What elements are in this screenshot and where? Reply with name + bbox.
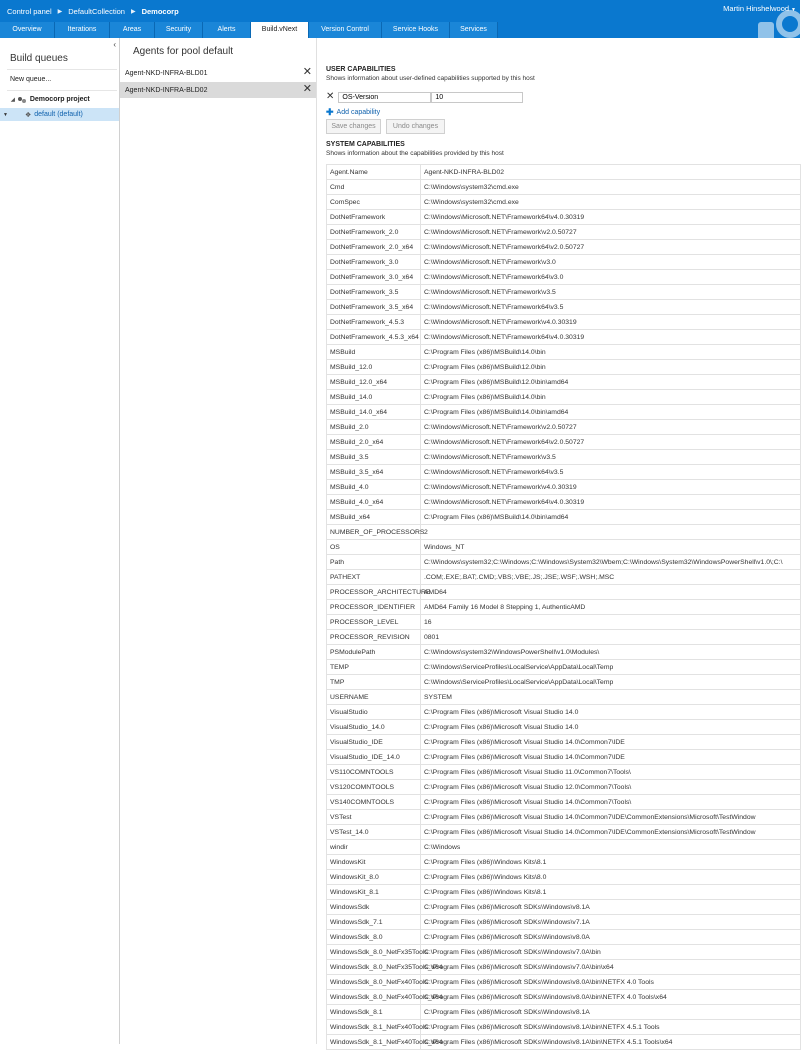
capability-name: USERNAME — [327, 690, 421, 705]
capability-name: PSModulePath — [327, 645, 421, 660]
capability-name: DotNetFramework_2.0_x64 — [327, 240, 421, 255]
capabilities-panel — [318, 38, 800, 1044]
agents-panel — [120, 38, 317, 1044]
capability-name: MSBuild_x64 — [327, 510, 421, 525]
capability-row — [327, 285, 801, 300]
capability-value: Windows_NT — [421, 540, 801, 555]
visual-studio-logo-ring-icon — [776, 10, 804, 38]
capability-row — [327, 870, 801, 885]
divider — [7, 69, 117, 70]
capability-row — [327, 795, 801, 810]
capability-name: WindowsSdk_8.0_NetFx40Tools — [327, 975, 421, 990]
panel-title: Build queues — [10, 53, 68, 64]
capability-name: PROCESSOR_IDENTIFIER — [327, 600, 421, 615]
capability-value: 2 — [421, 525, 801, 540]
capability-row — [327, 585, 801, 600]
capability-row — [327, 225, 801, 240]
capability-value: C:\Windows\Microsoft.NET\Framework\v3.5 — [421, 285, 801, 300]
capability-value: C:\Program Files (x86)\Microsoft Visual Studio 12.0\Common7\Tools\ — [421, 780, 801, 795]
breadcrumb-control-panel[interactable]: Control panel — [7, 6, 52, 16]
capability-row — [327, 555, 801, 570]
capability-name: VisualStudio_14.0 — [327, 720, 421, 735]
capability-name: MSBuild_2.0 — [327, 420, 421, 435]
capability-value: C:\Program Files (x86)\Microsoft SDKs\Windows\v8.1A\bin\NETFX 4.5.1 Tools — [421, 1020, 801, 1035]
capability-name: VisualStudio — [327, 705, 421, 720]
breadcrumb-separator-icon: ▶ — [130, 8, 136, 15]
visual-studio-logo-icon — [758, 22, 774, 38]
capability-value: C:\Windows\Microsoft.NET\Framework64\v4.0.30319 — [421, 495, 801, 510]
tab-version-control[interactable]: Version Control — [309, 22, 382, 38]
capability-row — [327, 465, 801, 480]
capability-value: C:\Windows\Microsoft.NET\Framework64\v3.5 — [421, 465, 801, 480]
capability-row — [327, 840, 801, 855]
capability-name: DotNetFramework_4.5.3_x64 — [327, 330, 421, 345]
capability-row — [327, 810, 801, 825]
capability-name: DotNetFramework_3.0_x64 — [327, 270, 421, 285]
capability-name: OS — [327, 540, 421, 555]
plus-icon: ✚ — [326, 107, 334, 117]
capability-row — [327, 600, 801, 615]
capability-row — [327, 735, 801, 750]
capability-row — [327, 345, 801, 360]
capability-row — [327, 630, 801, 645]
tab-security[interactable]: Security — [155, 22, 203, 38]
capability-row — [327, 1035, 801, 1050]
tab-services[interactable]: Services — [450, 22, 498, 38]
capability-name: MSBuild_3.5 — [327, 450, 421, 465]
capability-row — [327, 1005, 801, 1020]
queue-icon: ❖ — [24, 111, 32, 119]
capability-row — [327, 615, 801, 630]
capability-value: C:\Windows\system32;C:\Windows;C:\Windows\System32\Wbem;C:\Windows\System32\WindowsPowerShell\v1.0\;C:\ — [421, 555, 801, 570]
capability-name: MSBuild_4.0 — [327, 480, 421, 495]
capability-value: 16 — [421, 615, 801, 630]
capability-name-input[interactable] — [338, 92, 431, 103]
capability-row — [327, 420, 801, 435]
collapse-panel-icon[interactable]: ‹ — [113, 40, 116, 49]
capability-value: C:\Program Files (x86)\Microsoft SDKs\Windows\v8.1A\bin\NETFX 4.5.1 Tools\x64 — [421, 1035, 801, 1050]
capability-value: C:\Program Files (x86)\Microsoft SDKs\Windows\v8.0A — [421, 930, 801, 945]
capability-value: C:\Program Files (x86)\Microsoft Visual Studio 14.0 — [421, 720, 801, 735]
capability-value: C:\Program Files (x86)\Microsoft Visual Studio 14.0 — [421, 705, 801, 720]
capability-name: WindowsSdk_8.0 — [327, 930, 421, 945]
delete-agent-icon[interactable]: ✕ — [302, 66, 312, 78]
capability-row — [327, 210, 801, 225]
capability-value: C:\Windows\Microsoft.NET\Framework\v3.0 — [421, 255, 801, 270]
capability-name: PATHEXT — [327, 570, 421, 585]
capability-name: WindowsKit_8.0 — [327, 870, 421, 885]
capability-row — [327, 705, 801, 720]
tab-service-hooks[interactable]: Service Hooks — [382, 22, 450, 38]
capability-value: C:\Windows\Microsoft.NET\Framework\v4.0.30319 — [421, 480, 801, 495]
capability-row — [327, 675, 801, 690]
capability-value: C:\Program Files (x86)\MSBuild\14.0\bin — [421, 345, 801, 360]
capability-row — [327, 540, 801, 555]
capability-name: MSBuild_2.0_x64 — [327, 435, 421, 450]
capability-value: C:\Windows\Microsoft.NET\Framework64\v2.0.50727 — [421, 240, 801, 255]
capability-row — [327, 240, 801, 255]
capability-name: VisualStudio_IDE — [327, 735, 421, 750]
capability-row — [327, 765, 801, 780]
capability-name: VS120COMNTOOLS — [327, 780, 421, 795]
capability-value: AMD64 — [421, 585, 801, 600]
capability-value: C:\Program Files (x86)\Microsoft SDKs\Windows\v7.0A\bin — [421, 945, 801, 960]
tab-overview[interactable]: Overview — [0, 22, 55, 38]
capability-value: Agent-NKD-INFRA-BLD02 — [421, 165, 801, 180]
user-capabilities-description: Shows information about user-defined capabilities supported by this host — [326, 75, 535, 82]
capability-value: C:\Windows\Microsoft.NET\Framework64\v3.5 — [421, 300, 801, 315]
capability-name: PROCESSOR_ARCHITECTURE — [327, 585, 421, 600]
capability-row — [327, 480, 801, 495]
capability-value: C:\Program Files (x86)\MSBuild\14.0\bin — [421, 390, 801, 405]
save-changes-button[interactable]: Save changes — [326, 119, 381, 134]
capability-name: WindowsSdk_7.1 — [327, 915, 421, 930]
new-queue-button[interactable]: New queue... — [10, 76, 52, 83]
capability-row — [327, 450, 801, 465]
agent-name: Agent-NKD-INFRA-BLD01 — [125, 69, 208, 77]
tab-alerts[interactable]: Alerts — [203, 22, 251, 38]
capability-row — [327, 945, 801, 960]
capability-name: ComSpec — [327, 195, 421, 210]
breadcrumb-project[interactable]: Democorp — [141, 6, 179, 16]
divider — [7, 90, 117, 91]
undo-changes-button[interactable]: Undo changes — [386, 119, 445, 134]
agent-row[interactable] — [120, 65, 317, 81]
tab-build-vnext[interactable]: Build.vNext — [251, 22, 309, 38]
capability-name: WindowsSdk_8.0_NetFx40Tools_x64 — [327, 990, 421, 1005]
capability-name: DotNetFramework — [327, 210, 421, 225]
capability-row — [327, 405, 801, 420]
user-capability-row — [326, 91, 523, 103]
capability-name: MSBuild_12.0_x64 — [327, 375, 421, 390]
queue-label: default (default) — [34, 111, 83, 118]
admin-tabs — [0, 22, 498, 38]
capability-value: C:\Windows\Microsoft.NET\Framework64\v4.0.30319 — [421, 330, 801, 345]
user-name: Martin Hinshelwood — [723, 4, 790, 13]
capability-name: WindowsKit — [327, 855, 421, 870]
capability-row — [327, 525, 801, 540]
capability-value: C:\Program Files (x86)\Windows Kits\8.1 — [421, 885, 801, 900]
capability-row — [327, 165, 801, 180]
capability-value: C:\Windows\system32\cmd.exe — [421, 180, 801, 195]
delete-agent-icon[interactable]: ✕ — [302, 83, 312, 95]
capability-name: WindowsKit_8.1 — [327, 885, 421, 900]
capability-row — [327, 690, 801, 705]
tab-areas[interactable]: Areas — [110, 22, 155, 38]
capability-name: DotNetFramework_3.0 — [327, 255, 421, 270]
capability-row — [327, 720, 801, 735]
capability-value: C:\Windows\Microsoft.NET\Framework64\v4.0.30319 — [421, 210, 801, 225]
capability-row — [327, 780, 801, 795]
capability-name: Cmd — [327, 180, 421, 195]
tree-item-default-queue[interactable] — [0, 108, 119, 121]
capability-row — [327, 330, 801, 345]
tab-iterations[interactable]: Iterations — [55, 22, 110, 38]
capability-row — [327, 825, 801, 840]
capability-name: WindowsSdk_8.0_NetFx35Tools — [327, 945, 421, 960]
capability-name: DotNetFramework_2.0 — [327, 225, 421, 240]
remove-capability-icon[interactable]: ✕ — [326, 91, 335, 102]
capability-value: C:\Windows\system32\cmd.exe — [421, 195, 801, 210]
expand-triangle-icon[interactable]: ▼ — [3, 111, 8, 118]
capability-value: AMD64 Family 16 Model 8 Stepping 1, AuthenticAMD — [421, 600, 801, 615]
add-capability-label: Add capability — [336, 109, 381, 116]
capability-value: C:\Windows\Microsoft.NET\Framework\v3.5 — [421, 450, 801, 465]
capability-row — [327, 570, 801, 585]
panel-divider — [316, 38, 317, 1044]
agent-row-selected[interactable] — [120, 82, 317, 98]
capability-name: MSBuild_12.0 — [327, 360, 421, 375]
capability-value: 0801 — [421, 630, 801, 645]
capability-row — [327, 315, 801, 330]
capability-name: windir — [327, 840, 421, 855]
capability-value: C:\Windows\system32\WindowsPowerShell\v1.0\Modules\ — [421, 645, 801, 660]
capability-value: C:\Program Files (x86)\Microsoft Visual Studio 14.0\Common7\Tools\ — [421, 795, 801, 810]
capability-value: C:\Program Files (x86)\Microsoft Visual Studio 14.0\Common7\IDE — [421, 735, 801, 750]
capability-row — [327, 990, 801, 1005]
expand-triangle-icon[interactable]: ◢ — [11, 96, 15, 103]
breadcrumb — [7, 4, 179, 18]
capability-row — [327, 390, 801, 405]
capability-value: C:\Program Files (x86)\Microsoft SDKs\Windows\v7.1A — [421, 915, 801, 930]
capability-value: C:\Windows\Microsoft.NET\Framework64\v3.0 — [421, 270, 801, 285]
system-capabilities-description: Shows information about the capabilities provided by this host — [326, 150, 504, 157]
capability-name: WindowsSdk_8.1_NetFx40Tools — [327, 1020, 421, 1035]
capability-value: C:\Program Files (x86)\Microsoft Visual Studio 14.0\Common7\IDE — [421, 750, 801, 765]
capability-row — [327, 645, 801, 660]
capability-value: .COM;.EXE;.BAT;.CMD;.VBS;.VBE;.JS;.JSE;.WSF;.WSH;.MSC — [421, 570, 801, 585]
capability-value: C:\Windows\ServiceProfiles\LocalService\AppData\Local\Temp — [421, 660, 801, 675]
user-capabilities-title: USER CAPABILITIES — [326, 66, 396, 73]
top-header — [0, 0, 800, 38]
capability-value: C:\Windows\Microsoft.NET\Framework\v2.0.50727 — [421, 420, 801, 435]
capability-value: C:\Program Files (x86)\Microsoft Visual Studio 11.0\Common7\Tools\ — [421, 765, 801, 780]
capability-name: DotNetFramework_3.5_x64 — [327, 300, 421, 315]
build-queues-panel — [0, 38, 120, 1044]
capability-row — [327, 885, 801, 900]
capability-row — [327, 255, 801, 270]
capability-row — [327, 180, 801, 195]
capability-value: C:\Program Files (x86)\MSBuild\14.0\bin\amd64 — [421, 405, 801, 420]
capability-name: Agent.Name — [327, 165, 421, 180]
capability-value: C:\Program Files (x86)\MSBuild\14.0\bin\amd64 — [421, 510, 801, 525]
capability-name: MSBuild_14.0 — [327, 390, 421, 405]
capability-name: NUMBER_OF_PROCESSORS — [327, 525, 421, 540]
project-icon — [18, 96, 27, 103]
capability-value: C:\Program Files (x86)\MSBuild\12.0\bin\amd64 — [421, 375, 801, 390]
capability-value: C:\Windows\Microsoft.NET\Framework\v2.0.50727 — [421, 225, 801, 240]
capability-name: WindowsSdk_8.0_NetFx35Tools_x64 — [327, 960, 421, 975]
capability-name: DotNetFramework_4.5.3 — [327, 315, 421, 330]
system-capabilities-title: SYSTEM CAPABILITIES — [326, 141, 405, 148]
capability-name: DotNetFramework_3.5 — [327, 285, 421, 300]
add-capability-button[interactable] — [326, 107, 380, 118]
capability-value: C:\Program Files (x86)\Microsoft SDKs\Windows\v8.1A — [421, 1005, 801, 1020]
capability-row — [327, 660, 801, 675]
agent-name: Agent-NKD-INFRA-BLD02 — [125, 86, 208, 94]
capability-row — [327, 510, 801, 525]
capability-row — [327, 960, 801, 975]
capability-name: Path — [327, 555, 421, 570]
project-label: Democorp project — [29, 96, 90, 103]
capability-value: C:\Windows\Microsoft.NET\Framework\v4.0.30319 — [421, 315, 801, 330]
capability-name: MSBuild_3.5_x64 — [327, 465, 421, 480]
capability-value: C:\Program Files (x86)\Windows Kits\8.1 — [421, 855, 801, 870]
breadcrumb-collection[interactable]: DefaultCollection — [68, 6, 125, 16]
capability-row — [327, 375, 801, 390]
capability-value: C:\Windows — [421, 840, 801, 855]
chevron-down-icon: ▼ — [791, 7, 796, 13]
capability-name: VisualStudio_IDE_14.0 — [327, 750, 421, 765]
capability-value: SYSTEM — [421, 690, 801, 705]
capability-row — [327, 360, 801, 375]
capability-value: C:\Program Files (x86)\Microsoft Visual Studio 14.0\Common7\IDE\CommonExtensions\Microsoft\TestWindow — [421, 825, 801, 840]
capability-row — [327, 900, 801, 915]
capability-row — [327, 930, 801, 945]
capability-name: MSBuild — [327, 345, 421, 360]
capability-value: C:\Windows\ServiceProfiles\LocalService\AppData\Local\Temp — [421, 675, 801, 690]
capability-row — [327, 1020, 801, 1035]
capability-name: VS110COMNTOOLS — [327, 765, 421, 780]
capability-value: C:\Program Files (x86)\MSBuild\12.0\bin — [421, 360, 801, 375]
capability-value-input[interactable] — [431, 92, 523, 103]
capability-row — [327, 270, 801, 285]
capability-name: TMP — [327, 675, 421, 690]
capability-value: C:\Program Files (x86)\Microsoft SDKs\Windows\v7.0A\bin\x64 — [421, 960, 801, 975]
capability-row — [327, 855, 801, 870]
tree-item-project[interactable] — [11, 96, 90, 103]
breadcrumb-separator-icon: ▶ — [57, 8, 63, 15]
capability-row — [327, 750, 801, 765]
capability-value: C:\Program Files (x86)\Microsoft SDKs\Windows\v8.1A — [421, 900, 801, 915]
capability-name: VSTest — [327, 810, 421, 825]
capability-value: C:\Program Files (x86)\Microsoft Visual Studio 14.0\Common7\IDE\CommonExtensions\Microsoft\TestWindow — [421, 810, 801, 825]
system-capabilities-table — [326, 164, 801, 1050]
capability-value: C:\Program Files (x86)\Microsoft SDKs\Windows\v8.0A\bin\NETFX 4.0 Tools — [421, 975, 801, 990]
capability-row — [327, 915, 801, 930]
capability-name: MSBuild_14.0_x64 — [327, 405, 421, 420]
capability-name: PROCESSOR_LEVEL — [327, 615, 421, 630]
capability-name: WindowsSdk_8.1 — [327, 1005, 421, 1020]
capability-name: VSTest_14.0 — [327, 825, 421, 840]
capability-name: WindowsSdk_8.1_NetFx40Tools_x64 — [327, 1035, 421, 1050]
capability-name: TEMP — [327, 660, 421, 675]
capability-name: PROCESSOR_REVISION — [327, 630, 421, 645]
capability-value: C:\Windows\Microsoft.NET\Framework64\v2.0.50727 — [421, 435, 801, 450]
capability-row — [327, 495, 801, 510]
agents-title: Agents for pool default — [133, 46, 234, 57]
capability-row — [327, 975, 801, 990]
capability-row — [327, 195, 801, 210]
capability-row — [327, 300, 801, 315]
capability-name: VS140COMNTOOLS — [327, 795, 421, 810]
capability-value: C:\Program Files (x86)\Windows Kits\8.0 — [421, 870, 801, 885]
capability-row — [327, 435, 801, 450]
capability-name: WindowsSdk — [327, 900, 421, 915]
capability-name: MSBuild_4.0_x64 — [327, 495, 421, 510]
capability-value: C:\Program Files (x86)\Microsoft SDKs\Windows\v8.0A\bin\NETFX 4.0 Tools\x64 — [421, 990, 801, 1005]
